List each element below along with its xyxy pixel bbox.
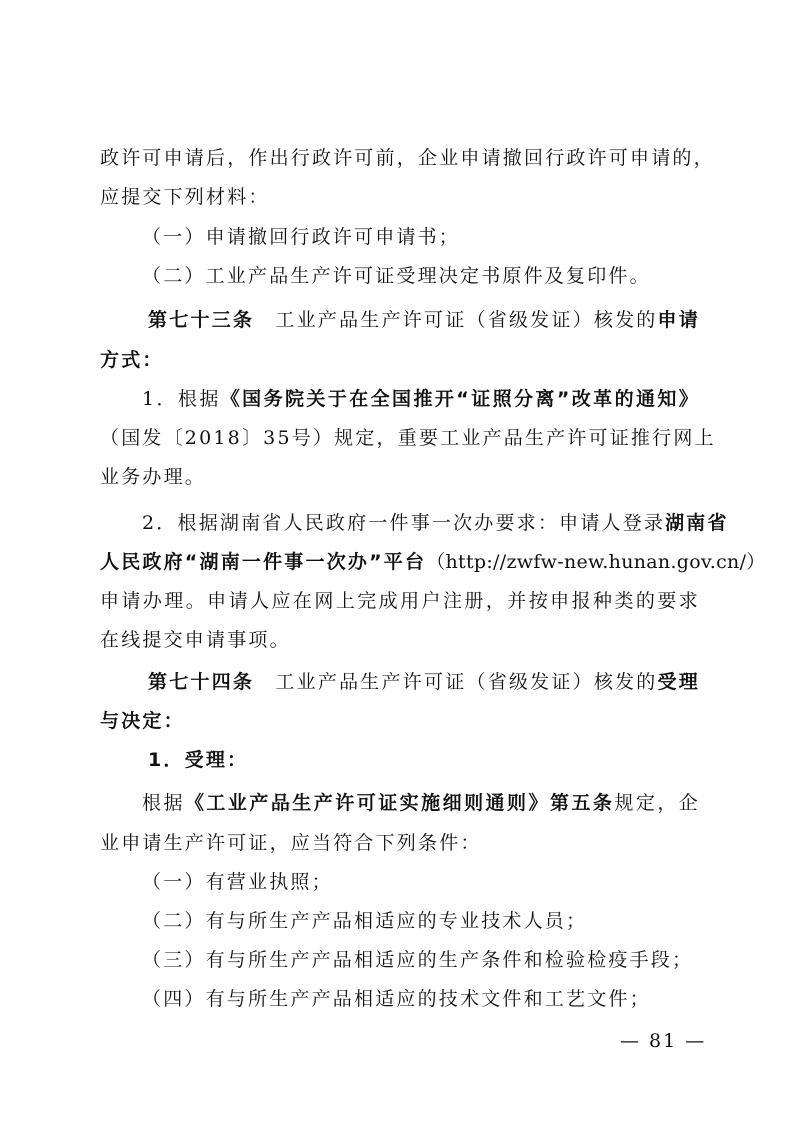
text: 工业产品生产许可证（省级发证）核发的 (254, 309, 658, 331)
body-line (142, 384, 700, 414)
body-line (142, 788, 700, 818)
text: 根据 (142, 792, 185, 814)
text: 1．根据 (142, 388, 221, 410)
text: （二）工业产品生产许可证受理决定书原件及复印件。 (142, 265, 651, 287)
text: （国发〔2018〕35号）规定，重要工业产品生产许可证推行网上 (100, 427, 716, 449)
body-line (100, 423, 716, 453)
bold-term: 湖南省 (665, 512, 729, 534)
text: （三）有与所生产产品相适应的生产条件和检验检疫手段； (142, 949, 694, 971)
text: 业务办理。 (100, 466, 207, 488)
article-number: 第七十四条 (148, 671, 255, 693)
article-heading (148, 667, 700, 697)
bold-term: 受理 (657, 671, 700, 693)
text: 在线提交申请事项。 (100, 629, 291, 651)
text: 工业产品生产许可证（省级发证）核发的 (254, 671, 658, 693)
text: 企 (678, 792, 700, 814)
body-line (100, 462, 700, 492)
list-item (142, 906, 700, 936)
bold-title: 《工业产品生产许可证实施细则通则》第五条 (184, 792, 615, 814)
body-line (100, 182, 700, 212)
text: 政许可申请后，作出行政许可前，企业申请撤回行政许可申请的， (100, 147, 715, 169)
page-number: — 81 — (620, 1030, 707, 1052)
text: 申请办理。申请人应在网上完成用户注册，并按申报种类的要求 (100, 590, 700, 612)
bold-term: 方式： (100, 349, 164, 371)
text: （四）有与所生产产品相适应的技术文件和工艺文件； (142, 988, 651, 1010)
bold-term: 人民政府“湖南一件事一次办”平台 (100, 551, 427, 573)
list-item (142, 222, 700, 252)
body-line (100, 706, 700, 736)
bold-title: 《国务院关于在全国推开“证照分离”改革的通知》 (220, 388, 701, 410)
body-line (100, 625, 700, 655)
text: 规定， (614, 792, 679, 814)
text: 应提交下列材料： (100, 186, 270, 208)
article-number: 第七十三条 (148, 309, 255, 331)
text: 业申请生产许可证，应当符合下列条件： (100, 832, 482, 854)
list-item (142, 984, 700, 1014)
body-line (100, 345, 700, 375)
list-item (142, 867, 700, 897)
list-item (142, 945, 700, 975)
body-line (100, 586, 700, 616)
text: 2．根据湖南省人民政府一件事一次办要求：申请人登录 (142, 512, 666, 534)
url-text: （http://zwfw-new.hunan.gov.cn/） (426, 551, 766, 573)
bold-term: 与决定： (100, 710, 185, 732)
text: （一）有营业执照； (142, 871, 333, 893)
bold-term: 1．受理： (148, 749, 249, 771)
text: （一）申请撤回行政许可申请书； (142, 226, 461, 248)
body-line (142, 508, 729, 538)
body-line (100, 547, 766, 577)
bold-term: 申请 (657, 309, 700, 331)
article-heading (148, 305, 700, 335)
text: （二）有与所生产产品相适应的专业技术人员； (142, 910, 588, 932)
body-line (100, 143, 715, 173)
body-line (100, 828, 700, 858)
list-item (142, 261, 700, 291)
sub-heading (148, 745, 700, 775)
